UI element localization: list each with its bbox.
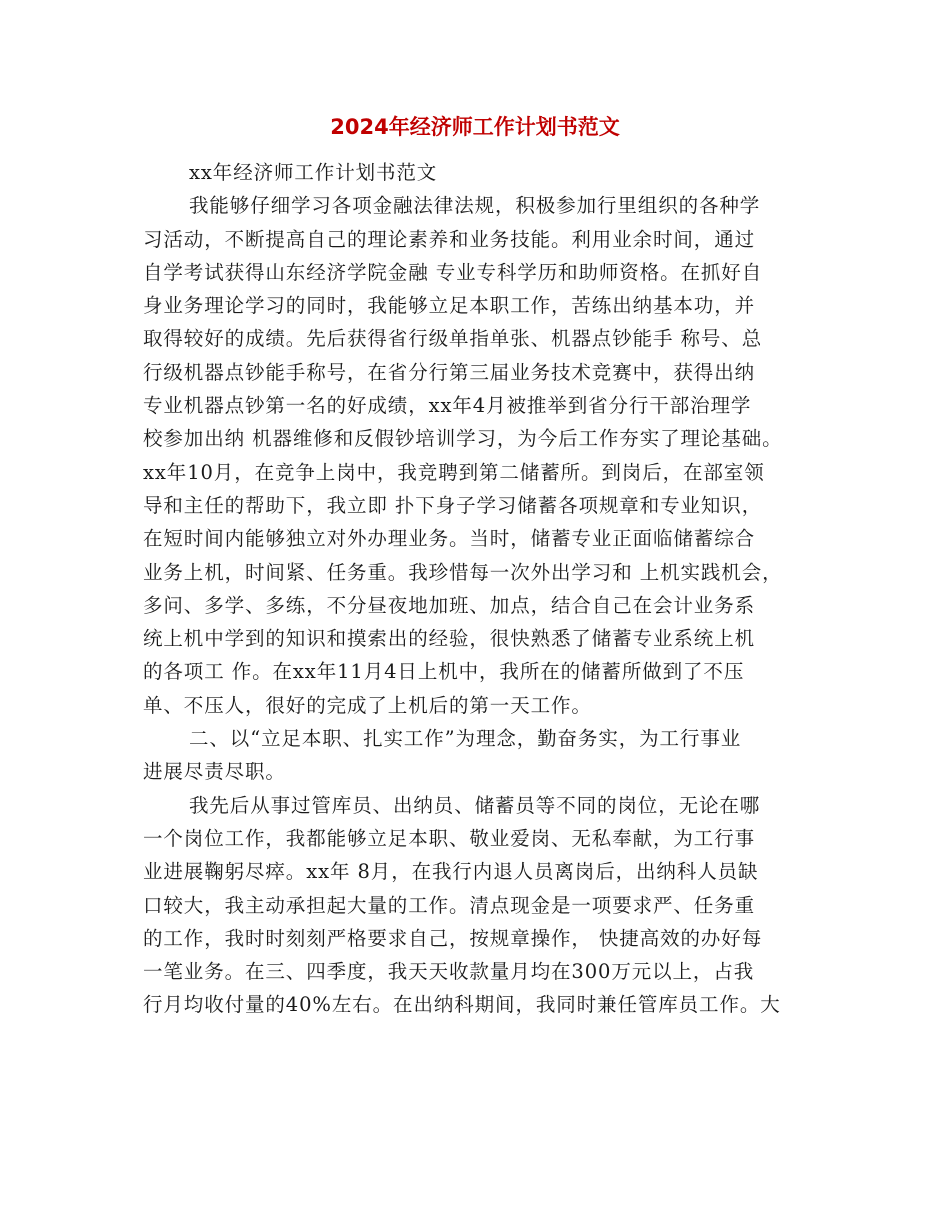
text-line: 我能够仔细学习各项金融法律法规，积极参加行里组织的各种学 <box>189 194 761 218</box>
text-line: 单、不压人，很好的完成了上机后的第一天工作。 <box>143 693 592 717</box>
text-line: 在短时间内能够独立对外办理业务。当时，储蓄专业正面临储蓄综合 <box>143 527 756 551</box>
text-line: 业进展鞠躬尽瘁。xx年 8月，在我行内退人员离岗后，出纳科人员缺 <box>143 860 759 884</box>
text-line: 统上机中学到的知识和摸索出的经验，很快熟悉了储蓄专业系统上机 <box>143 627 756 651</box>
text-line: 一笔业务。在三、四季度，我天天收款量月均在300万元以上，占我 <box>143 960 755 984</box>
text-line: 自学考试获得山东经济学院金融 专业专科学历和助师资格。在抓好自 <box>143 260 763 284</box>
text-line: 多问、多学、多练，不分昼夜地加班、加点，结合自己在会计业务系 <box>143 593 756 617</box>
text-line: 专业机器点钞第一名的好成绩，xx年4月被推举到省分行干部治理学 <box>143 394 752 418</box>
text-line: 校参加出纳 机器维修和反假钞培训学习，为今后工作夯实了理论基础。 <box>143 427 783 451</box>
text-line: 口较大，我主动承担起大量的工作。清点现金是一项要求严、任务重 <box>143 893 756 917</box>
text-line: 身业务理论学习的同时，我能够立足本职工作，苦练出纳基本功，并 <box>143 294 756 318</box>
text-line: 进展尽责尽职。 <box>143 760 286 784</box>
text-line: 取得较好的成绩。先后获得省行级单指单张、机器点钞能手 称号、总 <box>143 327 763 351</box>
text-line: 的各项工 作。在xx年11月4日上机中，我所在的储蓄所做到了不压 <box>143 660 745 684</box>
text-line: 行月均收付量的40%左右。在出纳科期间，我同时兼任管库员工作。大 <box>143 993 781 1017</box>
text-line: 业务上机，时间紧、任务重。我珍惜每一次外出学习和 上机实践机会， <box>143 560 783 584</box>
text-line: 习活动，不断提高自己的理论素养和业务技能。利用业余时间，通过 <box>143 227 756 251</box>
text-line: xx年10月，在竞争上岗中，我竞聘到第二储蓄所。到岗后，在部室领 <box>143 460 765 484</box>
text-line: xx年经济师工作计划书范文 <box>189 161 438 184</box>
text-line: 我先后从事过管库员、出纳员、储蓄员等不同的岗位，无论在哪 <box>189 793 761 817</box>
text-line: 的工作，我时时刻刻严格要求自己，按规章操作， 快捷高效的办好每 <box>143 926 763 950</box>
text-line: 二、以“立足本职、扎实工作”为理念，勤奋务实，为工行事业 <box>189 727 742 751</box>
text-line: 一个岗位工作，我都能够立足本职、敬业爱岗、无私奉献，为工行事 <box>143 826 756 850</box>
document-title: 2024年经济师工作计划书范文 <box>330 115 620 139</box>
text-line: 行级机器点钞能手称号，在省分行第三届业务技术竞赛中，获得出纳 <box>143 360 756 384</box>
document-body <box>143 156 823 1022</box>
text-line: 导和主任的帮助下，我立即 扑下身子学习储蓄各项规章和专业知识， <box>143 493 763 517</box>
